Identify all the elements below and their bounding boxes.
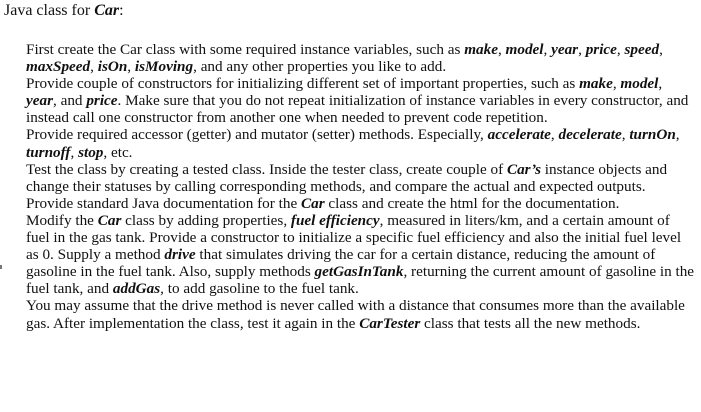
paragraph-text: , xyxy=(90,58,98,76)
margin-mark xyxy=(0,265,2,269)
paragraph-text: class by adding properties, xyxy=(121,211,291,229)
emphasized-term: turnOn xyxy=(629,126,676,144)
emphasized-term: year xyxy=(26,92,53,110)
emphasized-term: accelerate xyxy=(487,126,551,144)
paragraph-text: , xyxy=(550,126,559,144)
paragraph-text: class that tests all the new methods. xyxy=(420,314,641,332)
document-title-colon: : xyxy=(119,2,124,19)
paragraph-text: , and xyxy=(53,92,87,110)
paragraph-text: . Make sure that you do not repeat initialization of instance variables in every constructor, and instead call one constructor from another one when needed to prevent code repetition. xyxy=(26,92,689,127)
instruction-paragraph xyxy=(26,161,696,195)
paragraph-text: , xyxy=(659,41,663,58)
instruction-paragraph xyxy=(26,41,696,75)
paragraph-text: , measured in liters/km, and a certain amount of fuel in the gas tank. Provide a constructor to initialize a specific fuel efficiency and also the initial fuel level as 0. Supply a method xyxy=(26,211,682,264)
paragraph-text: , to add gasoline to the fuel tank. xyxy=(160,280,359,298)
emphasized-term: year xyxy=(551,41,579,58)
paragraph-text: class and create the html for the documentation. xyxy=(324,194,620,212)
paragraph-text: , xyxy=(675,126,680,144)
paragraph-text: , xyxy=(127,58,135,76)
emphasized-term: addGas xyxy=(112,280,161,298)
paragraph-text: , xyxy=(70,143,79,161)
paragraph-text: , xyxy=(616,41,625,58)
emphasized-term: Car’s xyxy=(506,160,541,178)
emphasized-term: decelerate xyxy=(558,126,622,144)
paragraph-text: , xyxy=(543,41,552,58)
paragraph-text: Test the class by creating a tested class. Inside the tester class, create couple of xyxy=(26,160,507,178)
paragraph-text: , xyxy=(497,41,506,58)
document-title-class-name: Car xyxy=(94,2,120,19)
paragraph-text: , and any other properties you like to add. xyxy=(193,58,447,76)
paragraph-text: instance objects and change their statuses by calling corresponding methods, and compare the actual and expected outputs. xyxy=(26,160,668,195)
paragraph-text: , xyxy=(658,75,663,93)
emphasized-term: fuel efficiency xyxy=(290,211,380,229)
emphasized-term: Car xyxy=(97,211,122,229)
emphasized-term: isOn xyxy=(97,58,128,76)
assignment-instructions xyxy=(26,41,696,332)
emphasized-term: speed xyxy=(624,41,660,58)
paragraph-text: , xyxy=(578,41,586,58)
emphasized-term: maxSpeed xyxy=(26,58,91,76)
emphasized-term: drive xyxy=(164,246,196,264)
paragraph-text: Modify the xyxy=(26,211,98,229)
paragraph-text: , xyxy=(621,126,630,144)
instruction-paragraph xyxy=(26,195,696,212)
paragraph-text: You may assume that the drive method is never called with a distance that consumes more than the available gas. After implementation the class, test it again in the xyxy=(26,297,685,332)
emphasized-term: isMoving xyxy=(134,58,194,76)
emphasized-term: price xyxy=(585,41,617,58)
document-title xyxy=(4,1,124,20)
paragraph-text: that simulates driving the car for a certain distance, reducing the amount of gasoline in the fuel tank. Also, supply methods xyxy=(26,246,656,281)
emphasized-term: CarTester xyxy=(359,314,421,332)
emphasized-term: turnoff xyxy=(26,143,71,161)
document-title-text: Java class for xyxy=(4,2,95,19)
paragraph-text: , xyxy=(612,75,621,93)
paragraph-text: , returning the current amount of gasoline in the fuel tank, and xyxy=(26,263,695,298)
emphasized-term: Car xyxy=(300,194,325,212)
emphasized-term: make xyxy=(579,75,613,93)
emphasized-term: stop xyxy=(78,143,104,161)
instruction-paragraph xyxy=(26,212,696,297)
paragraph-text: First create the Car class with some required instance variables, such as xyxy=(26,41,465,58)
emphasized-term: make xyxy=(464,41,498,58)
paragraph-text: Provide required accessor (getter) and mutator (setter) methods. Especially, xyxy=(26,126,488,144)
paragraph-text: Provide couple of constructors for initializing different set of important properties, such as xyxy=(26,75,580,93)
emphasized-term: model xyxy=(620,75,659,93)
paragraph-text: , etc. xyxy=(103,143,133,161)
instruction-paragraph xyxy=(26,297,696,331)
instruction-paragraph xyxy=(26,75,696,126)
paragraph-text: Provide standard Java documentation for the xyxy=(26,194,301,212)
emphasized-term: getGasInTank xyxy=(314,263,404,281)
emphasized-term: price xyxy=(86,92,118,110)
instruction-paragraph xyxy=(26,126,696,160)
emphasized-term: model xyxy=(505,41,544,58)
